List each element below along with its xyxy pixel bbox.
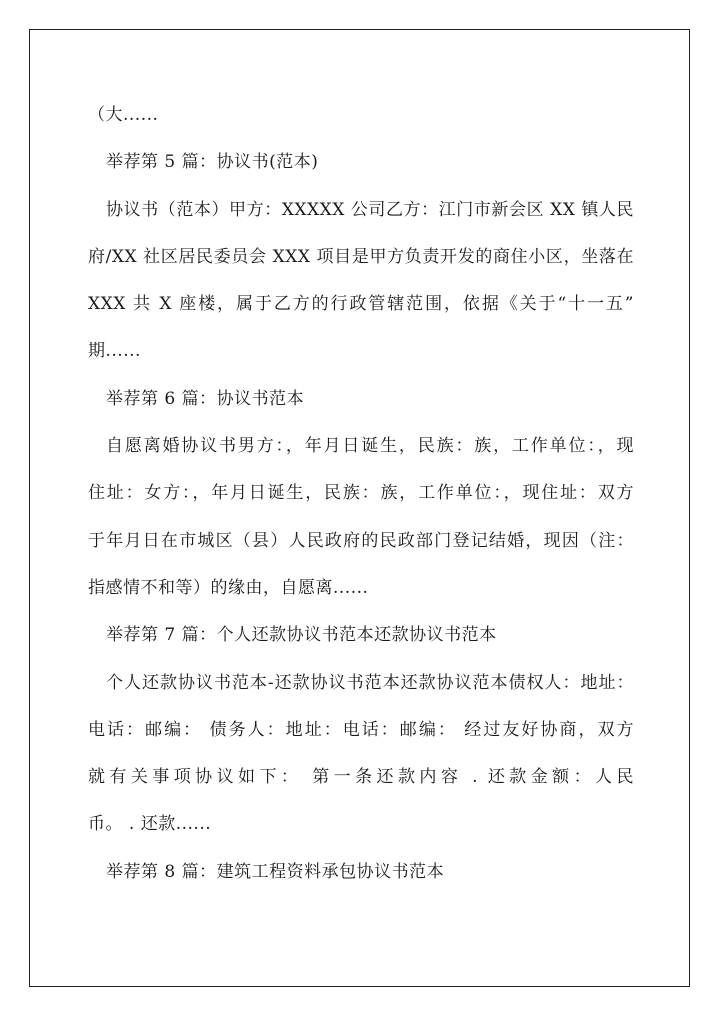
paragraph-line: 币。 . 还款...... xyxy=(88,814,212,835)
paragraph-line: 府/XX 社区居民委员会 XXX 项目是甲方负责开发的商住小区，坐落在 xyxy=(88,246,634,267)
paragraph-line: 协议书（范本）甲方：XXXXX 公司乙方：江门市新会区 XX 镇人民 xyxy=(106,199,634,220)
paragraph-line: 个人还款协议书范本-还款协议书范本还款协议范本债权人：地址： xyxy=(106,672,634,693)
section-heading-8: 举荐第 8 篇：建筑工程资料承包协议书范本 xyxy=(106,861,445,882)
paragraph-line: 电话：邮编： 债务人：地址：电话：邮编： 经过友好协商，双方 xyxy=(88,719,634,740)
text-line: （大...... xyxy=(88,105,159,125)
paragraph-line: 期...... xyxy=(88,341,141,362)
paragraph-line: 住址：女方：，年月日诞生，民族：族，工作单位：，现住址：双方 xyxy=(88,483,634,504)
section-heading-5: 举荐第 5 篇：协议书(范本) xyxy=(106,152,319,173)
paragraph-line: 于年月日在市城区（县）人民政府的民政部门登记结婚，现因（注： xyxy=(88,530,634,551)
document-body xyxy=(88,92,634,896)
paragraph-line: 自愿离婚协议书男方：，年月日诞生，民族：族，工作单位：，现 xyxy=(106,436,634,457)
paragraph-line: 就有关事项协议如下： 第一条还款内容 . 还款金额：人民 xyxy=(88,767,634,788)
section-heading-6: 举荐第 6 篇：协议书范本 xyxy=(106,388,305,409)
paragraph-line: 指感情不和等）的缘由，自愿离...... xyxy=(88,577,369,598)
paragraph-line: XXX 共 X 座楼，属于乙方的行政管辖范围，依据《关于“十一五” xyxy=(88,294,634,315)
section-heading-7: 举荐第 7 篇：个人还款协议书范本还款协议书范本 xyxy=(106,625,497,646)
